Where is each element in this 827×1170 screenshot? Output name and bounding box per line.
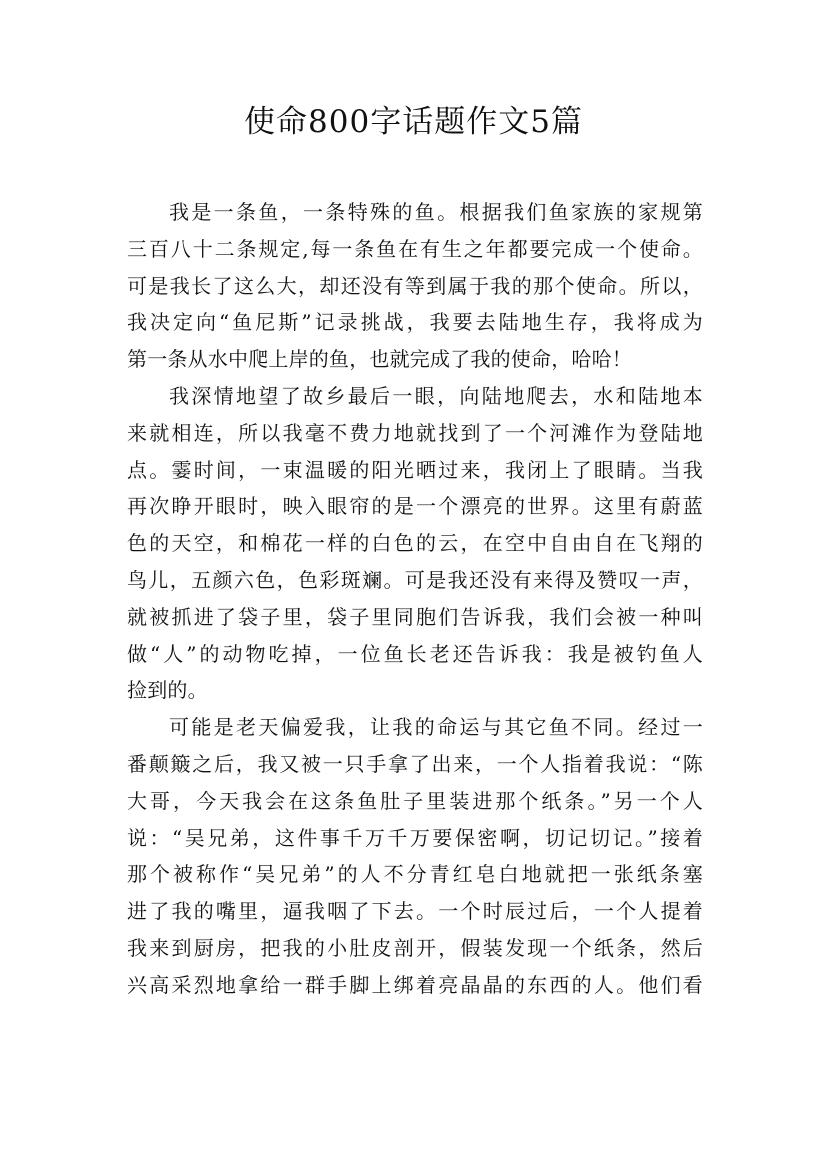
text-line: 就被抓进了袋子里，袋子里同胞们告诉我，我们会被一种叫: [127, 604, 703, 629]
document-body: [127, 194, 703, 1004]
text-line: 再次睁开眼时，映入眼帘的是一个漂亮的世界。这里有蔚蓝: [127, 494, 703, 519]
text-line: 点。霎时间，一束温暖的阳光晒过来，我闭上了眼睛。当我: [127, 457, 703, 482]
paragraph-3: [127, 709, 703, 1003]
text-line: 色的天空，和棉花一样的白色的云，在空中自由自在飞翔的: [127, 531, 703, 556]
text-line: 进了我的嘴里，逼我咽了下去。一个时辰过后，一个人提着: [127, 899, 703, 924]
text-line: 鸟儿，五颜六色，色彩斑斓。可是我还没有来得及赞叹一声，: [127, 567, 703, 592]
text-line: 那个被称作“吴兄弟”的人不分青红皂白地就把一张纸条塞: [127, 862, 703, 887]
paragraph-2: [127, 378, 703, 709]
text-line: 我决定向“鱼尼斯”记录挑战，我要去陆地生存，我将成为: [127, 310, 703, 335]
text-line: 兴高采烈地拿给一群手脚上绑着亮晶晶的东西的人。他们看: [127, 972, 703, 997]
text-line: 我来到厨房，把我的小肚皮剖开，假装发现一个纸条，然后: [127, 935, 703, 960]
text-line: 可是我长了这么大，却还没有等到属于我的那个使命。所以，: [127, 273, 703, 298]
text-line: 大哥，今天我会在这条鱼肚子里装进那个纸条。”另一个人: [127, 788, 703, 813]
text-line: 第一条从水中爬上岸的鱼，也就完成了我的使命，哈哈！: [127, 347, 632, 372]
text-line: 我是一条鱼，一条特殊的鱼。根据我们鱼家族的家规第: [169, 200, 703, 224]
text-line: 捡到的。: [127, 678, 208, 703]
text-line: 我深情地望了故乡最后一眼，向陆地爬去，水和陆地本: [169, 383, 703, 408]
text-line: 可能是老天偏爱我，让我的命运与其它鱼不同。经过一: [169, 715, 703, 740]
document-title: 使命800字话题作文5篇: [244, 104, 583, 140]
text-line: 说：“吴兄弟，这件事千万千万要保密啊，切记切记。”接着: [127, 825, 703, 850]
text-line: 做“人”的动物吃掉，一位鱼长老还告诉我：我是被钓鱼人: [127, 641, 703, 666]
text-line: 来就相连，所以我毫不费力地就找到了一个河滩作为登陆地: [127, 420, 703, 445]
paragraph-1: [127, 194, 703, 378]
text-line: 三百八十二条规定,每一条鱼在有生之年都要完成一个使命。: [127, 236, 703, 261]
text-line: 番颠簸之后，我又被一只手拿了出来，一个人指着我说：“陈: [127, 751, 703, 776]
